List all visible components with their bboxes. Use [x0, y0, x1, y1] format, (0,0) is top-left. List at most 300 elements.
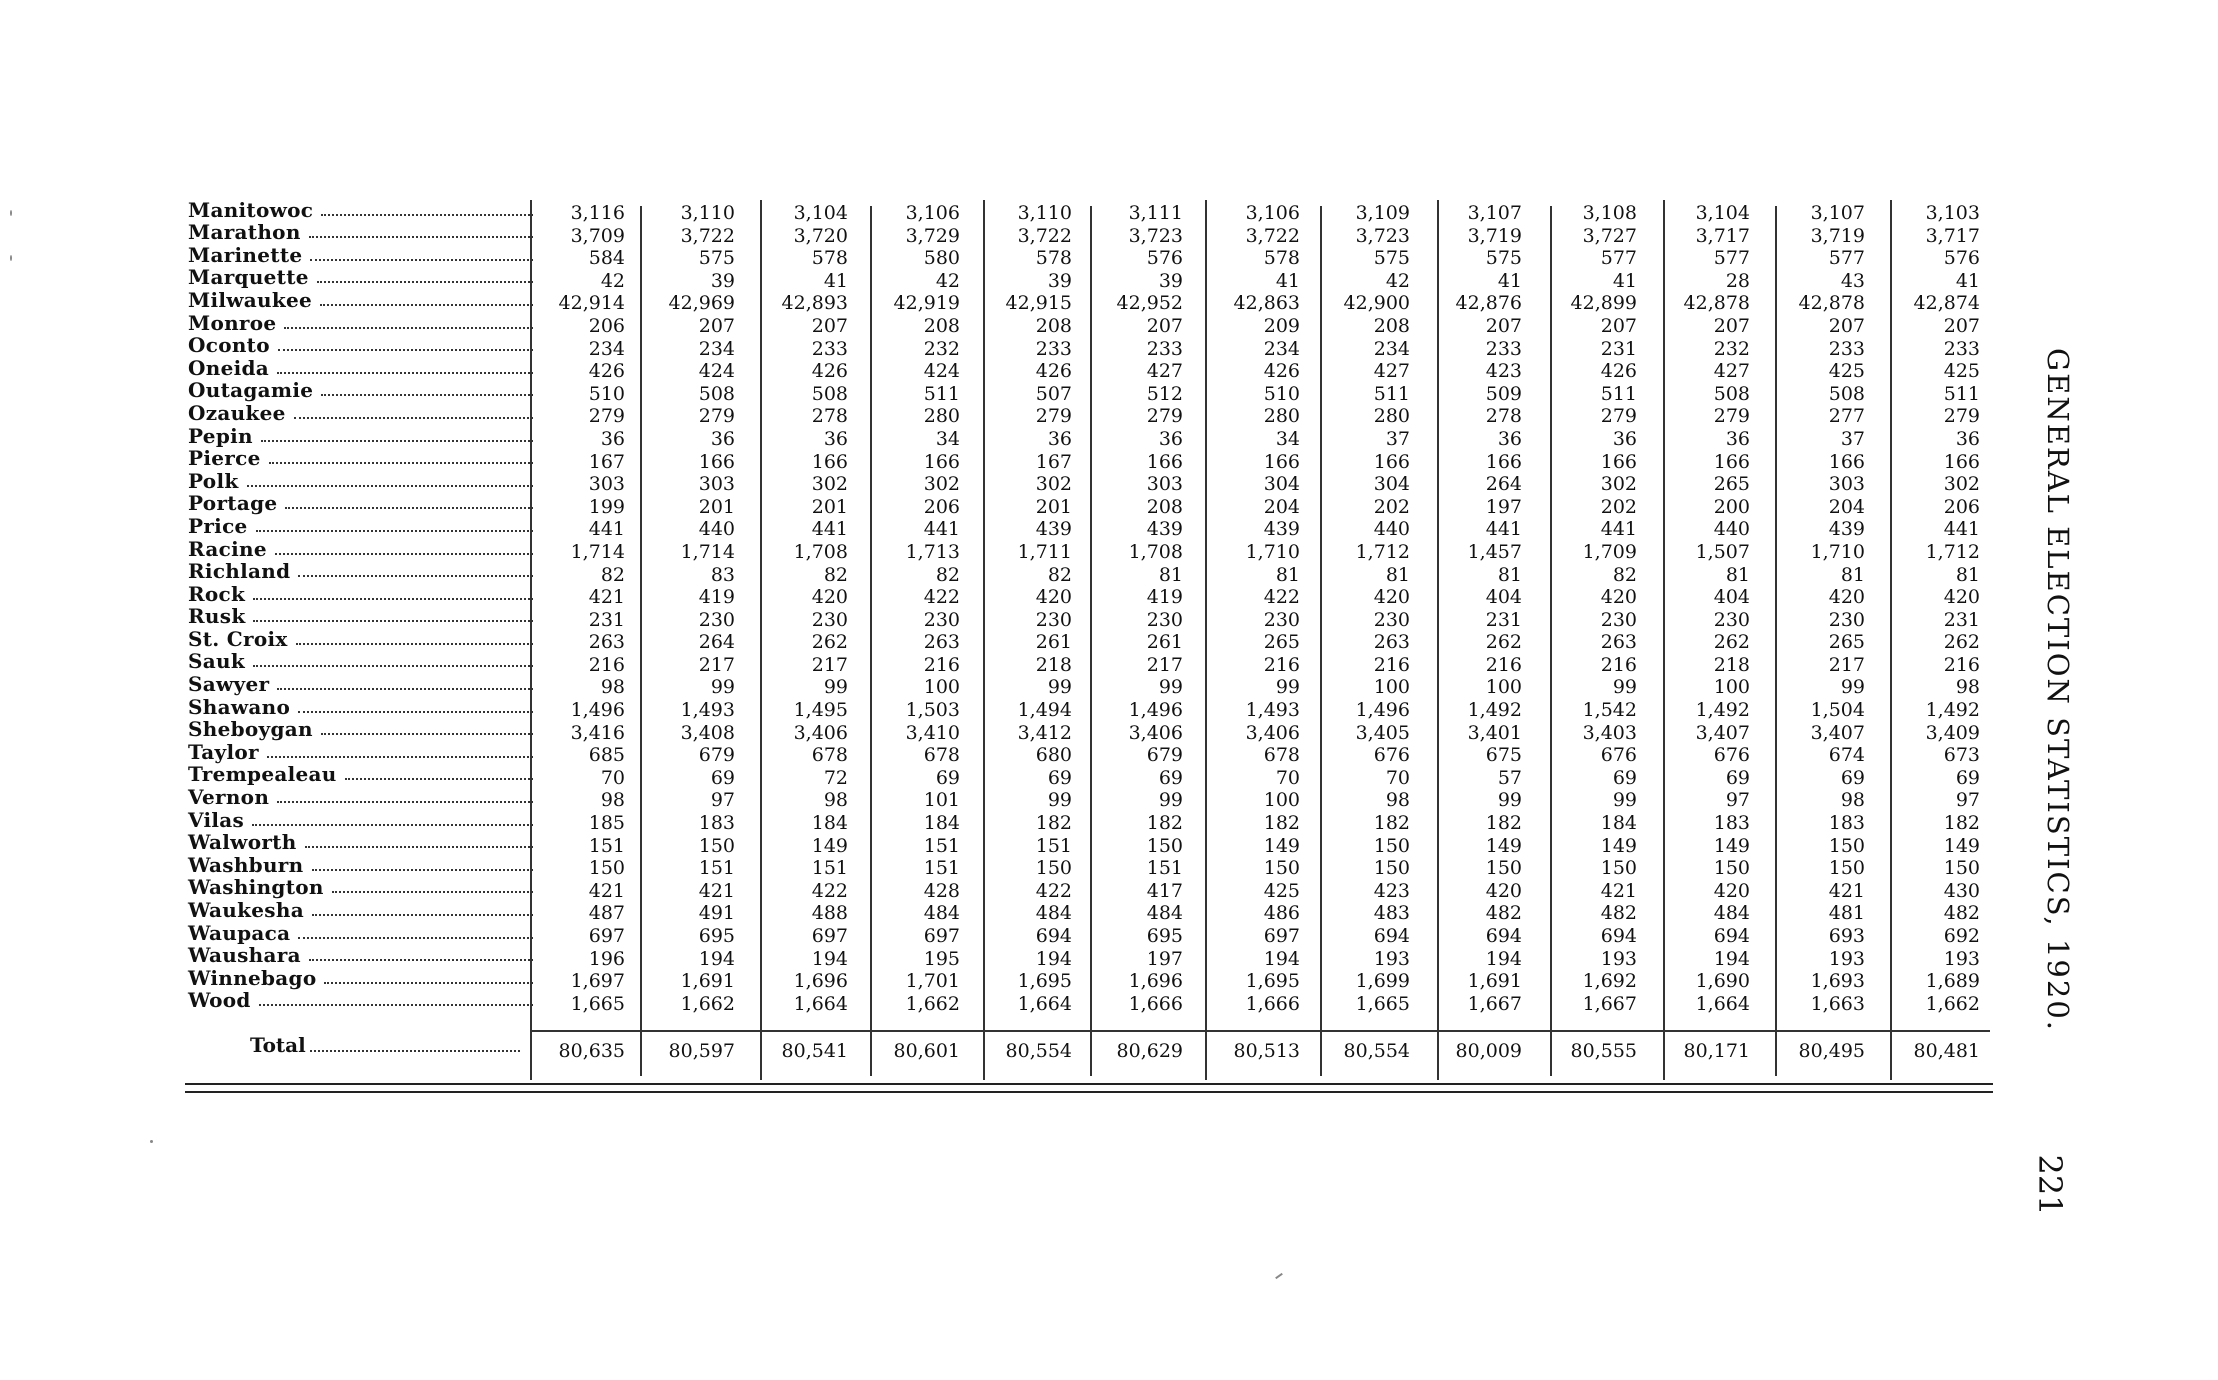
vote-cell: 693: [1828, 925, 1865, 947]
vote-cell: 97: [710, 789, 735, 812]
county-name: Milwaukee: [188, 287, 313, 312]
leader-dots: [317, 261, 533, 283]
vote-cell: 426: [588, 360, 625, 383]
vote-cell: 207: [811, 314, 848, 337]
vote-cell: 584: [588, 247, 625, 270]
vote-cell: 36: [1725, 427, 1750, 450]
vote-cell: 421: [588, 586, 625, 609]
vote-cell: 263: [1600, 631, 1637, 654]
vote-cell: 679: [698, 744, 735, 767]
vote-cell: 232: [1713, 337, 1750, 360]
county-name: Pierce: [188, 446, 261, 471]
county-name: Vilas: [188, 807, 245, 832]
vote-cell: 426: [1263, 360, 1300, 383]
vote-cell: 193: [1373, 947, 1410, 970]
vote-cell: 577: [1713, 247, 1750, 270]
vote-cell: 233: [1485, 337, 1522, 360]
vote-column: [1200, 202, 1300, 1015]
vote-cell: 484: [923, 902, 960, 925]
vote-cell: 99: [1612, 676, 1637, 699]
vote-cell: 98: [1955, 676, 1980, 699]
vote-cell: 1,665: [570, 992, 625, 1015]
vote-cell: 207: [1828, 314, 1865, 337]
county-name: Oneida: [188, 355, 270, 380]
column-total: 80,009: [1455, 1040, 1522, 1062]
leader-dots: [298, 555, 533, 577]
vote-cell: 42,969: [668, 292, 735, 315]
leader-dots: [277, 352, 533, 374]
vote-cell: 481: [1828, 902, 1865, 925]
column-divider: [983, 200, 985, 1080]
county-name: Outagamie: [188, 378, 314, 403]
vote-cell: 678: [923, 744, 960, 767]
vote-cell: 231: [588, 608, 625, 631]
vote-cell: 69: [1612, 766, 1637, 789]
vote-cell: 41: [823, 269, 848, 292]
vote-cell: 206: [1943, 495, 1980, 518]
vote-cell: 420: [1600, 586, 1637, 609]
vote-cell: 218: [1713, 653, 1750, 676]
county-name: Manitowoc: [188, 197, 314, 222]
vote-cell: 208: [1035, 314, 1072, 337]
column-divider: [1090, 206, 1092, 1076]
leader-dots: [309, 939, 533, 961]
vote-cell: 279: [1713, 405, 1750, 428]
vote-cell: 421: [588, 879, 625, 902]
vote-cell: 100: [1485, 676, 1522, 699]
vote-cell: 685: [588, 744, 625, 767]
vote-cell: 3,407: [1695, 721, 1750, 744]
vote-cell: 99: [1047, 676, 1072, 699]
vote-cell: 36: [1955, 427, 1980, 450]
vote-cell: 3,106: [905, 202, 960, 224]
county-name: Marathon: [188, 220, 301, 245]
leader-dots: [277, 781, 533, 803]
vote-cell: 82: [935, 563, 960, 586]
vote-cell: 279: [1943, 405, 1980, 428]
vote-cell: 261: [1035, 631, 1072, 654]
leader-dots: [275, 533, 533, 555]
vote-cell: 72: [823, 766, 848, 789]
vote-cell: 69: [935, 766, 960, 789]
vote-cell: 197: [1146, 947, 1183, 970]
vote-cell: 193: [1943, 947, 1980, 970]
leader-dots: [321, 713, 533, 735]
vote-cell: 99: [1158, 789, 1183, 812]
scan-speck: [10, 255, 12, 261]
vote-cell: 3,410: [905, 721, 960, 744]
county-name: Oconto: [188, 333, 270, 358]
vote-cell: 216: [923, 653, 960, 676]
vote-cell: 100: [1263, 789, 1300, 812]
vote-cell: 1,692: [1582, 970, 1637, 993]
vote-cell: 508: [811, 382, 848, 405]
vote-cell: 42: [1385, 269, 1410, 292]
county-name: Washington: [188, 875, 324, 900]
leader-dots: [256, 510, 533, 532]
vote-cell: 278: [811, 405, 848, 428]
vote-cell: 3,107: [1810, 202, 1865, 224]
vote-cell: 510: [1263, 382, 1300, 405]
vote-cell: 1,666: [1128, 992, 1183, 1015]
vote-cell: 420: [1713, 879, 1750, 902]
vote-cell: 439: [1263, 518, 1300, 541]
vote-cell: 42: [935, 269, 960, 292]
county-name: Taylor: [188, 739, 259, 764]
vote-cell: 233: [1828, 337, 1865, 360]
vote-cell: 3,106: [1245, 202, 1300, 224]
vote-cell: 676: [1713, 744, 1750, 767]
vote-cell: 302: [1600, 473, 1637, 496]
vote-cell: 3,110: [680, 202, 735, 224]
vote-cell: 206: [923, 495, 960, 518]
vote-cell: 1,662: [905, 992, 960, 1015]
vote-cell: 3,409: [1925, 721, 1980, 744]
leader-dots: [298, 691, 533, 713]
county-name: Rusk: [188, 604, 246, 629]
vote-cell: 182: [1485, 812, 1522, 835]
vote-cell: 217: [811, 653, 848, 676]
vote-cell: 509: [1485, 382, 1522, 405]
vote-cell: 422: [923, 586, 960, 609]
vote-cell: 424: [923, 360, 960, 383]
vote-cell: 42,876: [1455, 292, 1522, 315]
vote-cell: 3,416: [570, 721, 625, 744]
vote-cell: 487: [588, 902, 625, 925]
vote-cell: 512: [1146, 382, 1183, 405]
vote-column: [1880, 202, 1980, 1015]
vote-cell: 201: [1035, 495, 1072, 518]
vote-cell: 425: [1263, 879, 1300, 902]
vote-cell: 421: [1828, 879, 1865, 902]
vote-cell: 3,107: [1467, 202, 1522, 224]
column-divider: [760, 200, 762, 1080]
vote-cell: 427: [1146, 360, 1183, 383]
vote-cell: 100: [1373, 676, 1410, 699]
vote-cell: 1,714: [570, 540, 625, 563]
vote-cell: 42,914: [558, 292, 625, 315]
vote-cell: 263: [588, 631, 625, 654]
vote-cell: 3,407: [1810, 721, 1865, 744]
vote-cell: 441: [923, 518, 960, 541]
vote-cell: 441: [1943, 518, 1980, 541]
vote-cell: 277: [1828, 405, 1865, 428]
vote-cell: 99: [823, 676, 848, 699]
vote-cell: 150: [1373, 857, 1410, 880]
vote-cell: 151: [811, 857, 848, 880]
vote-cell: 34: [1275, 427, 1300, 450]
vote-cell: 166: [1146, 450, 1183, 473]
vote-cell: 1,695: [1017, 970, 1072, 993]
column-total: 80,513: [1233, 1040, 1300, 1062]
column-divider: [530, 200, 532, 1080]
column-total: 80,495: [1798, 1040, 1865, 1062]
double-rule-top: [185, 1083, 1993, 1085]
vote-column: [860, 202, 960, 1015]
vote-cell: 82: [1612, 563, 1637, 586]
vote-cell: 182: [1373, 812, 1410, 835]
vote-cell: 262: [1943, 631, 1980, 654]
leader-dots: [247, 465, 534, 487]
vote-cell: 83: [710, 563, 735, 586]
vote-cell: 484: [1035, 902, 1072, 925]
vote-cell: 166: [1828, 450, 1865, 473]
vote-cell: 422: [811, 879, 848, 902]
vote-cell: 218: [1035, 653, 1072, 676]
vote-cell: 207: [1146, 314, 1183, 337]
vote-cell: 37: [1840, 427, 1865, 450]
vote-cell: 1,712: [1355, 540, 1410, 563]
vote-cell: 150: [1713, 857, 1750, 880]
vote-cell: 576: [1943, 247, 1980, 270]
vote-cell: 417: [1146, 879, 1183, 902]
vote-cell: 423: [1373, 879, 1410, 902]
vote-cell: 303: [698, 473, 735, 496]
leader-dots: [324, 962, 533, 984]
vote-cell: 263: [1373, 631, 1410, 654]
vote-cell: 1,542: [1582, 699, 1637, 722]
vote-cell: 3,108: [1582, 202, 1637, 224]
vote-cell: 184: [811, 812, 848, 835]
vote-cell: 231: [1600, 337, 1637, 360]
vote-cell: 279: [1035, 405, 1072, 428]
vote-cell: 81: [1158, 563, 1183, 586]
vote-column: [972, 202, 1072, 1015]
vote-cell: 262: [811, 631, 848, 654]
vote-cell: 208: [923, 314, 960, 337]
vote-cell: 1,457: [1467, 540, 1522, 563]
vote-cell: 207: [698, 314, 735, 337]
vote-cell: 278: [1485, 405, 1522, 428]
vote-cell: 149: [1485, 834, 1522, 857]
vote-cell: 70: [1275, 766, 1300, 789]
column-divider: [1890, 200, 1892, 1080]
vote-cell: 150: [698, 834, 735, 857]
vote-cell: 234: [1263, 337, 1300, 360]
vote-cell: 42,878: [1798, 292, 1865, 315]
vote-cell: 36: [1158, 427, 1183, 450]
vote-cell: 3,401: [1467, 721, 1522, 744]
county-name: Ozaukee: [188, 400, 286, 425]
vote-cell: 420: [1943, 586, 1980, 609]
vote-cell: 69: [1047, 766, 1072, 789]
vote-cell: 151: [1035, 834, 1072, 857]
vote-cell: 43: [1840, 269, 1865, 292]
vote-cell: 36: [1612, 427, 1637, 450]
vote-cell: 1,492: [1925, 699, 1980, 722]
vote-cell: 508: [1713, 382, 1750, 405]
vote-cell: 3,408: [680, 721, 735, 744]
vote-cell: 167: [588, 450, 625, 473]
vote-cell: 508: [698, 382, 735, 405]
vote-cell: 420: [811, 586, 848, 609]
county-name: Rock: [188, 581, 246, 606]
vote-cell: 208: [1146, 495, 1183, 518]
county-name: Marquette: [188, 265, 309, 290]
vote-cell: 1,711: [1017, 540, 1072, 563]
column-total: 80,629: [1116, 1040, 1183, 1062]
vote-cell: 425: [1943, 360, 1980, 383]
leader-dots: [332, 871, 533, 893]
vote-cell: 34: [935, 427, 960, 450]
column-total: 80,481: [1913, 1040, 1980, 1062]
leader-dots: [294, 397, 533, 419]
vote-cell: 265: [1263, 631, 1300, 654]
leader-dots: [321, 194, 533, 216]
leader-dots: [253, 600, 533, 622]
vote-cell: 3,103: [1925, 202, 1980, 224]
vote-cell: 216: [1485, 653, 1522, 676]
vote-cell: 1,495: [793, 699, 848, 722]
vote-cell: 1,714: [680, 540, 735, 563]
vote-cell: 262: [1713, 631, 1750, 654]
vote-cell: 678: [811, 744, 848, 767]
vote-cell: 97: [1955, 789, 1980, 812]
vote-cell: 231: [1485, 608, 1522, 631]
vote-cell: 97: [1725, 789, 1750, 812]
vote-cell: 230: [1263, 608, 1300, 631]
vote-cell: 440: [1713, 518, 1750, 541]
leader-dots: [252, 804, 533, 826]
vote-cell: 3,412: [1017, 721, 1072, 744]
vote-cell: 484: [1146, 902, 1183, 925]
vote-cell: 575: [1485, 247, 1522, 270]
vote-cell: 149: [1263, 834, 1300, 857]
vote-cell: 3,722: [1017, 224, 1072, 247]
vote-cell: 3,719: [1467, 224, 1522, 247]
vote-cell: 230: [1373, 608, 1410, 631]
vote-cell: 233: [1146, 337, 1183, 360]
vote-cell: 423: [1485, 360, 1522, 383]
vote-cell: 420: [1485, 879, 1522, 902]
vote-cell: 182: [1263, 812, 1300, 835]
vote-cell: 676: [1373, 744, 1410, 767]
double-rule-bottom: [185, 1091, 1993, 1093]
vote-cell: 101: [923, 789, 960, 812]
vote-cell: 1,503: [905, 699, 960, 722]
vote-cell: 42: [600, 269, 625, 292]
scan-speck: [1275, 1273, 1283, 1279]
vote-cell: 1,691: [1467, 970, 1522, 993]
vote-cell: 3,406: [793, 721, 848, 744]
vote-cell: 183: [698, 812, 735, 835]
column-total: 80,554: [1343, 1040, 1410, 1062]
vote-cell: 185: [588, 812, 625, 835]
vote-cell: 183: [1713, 812, 1750, 835]
vote-cell: 420: [1373, 586, 1410, 609]
vote-cell: 42,863: [1233, 292, 1300, 315]
vote-cell: 694: [1600, 925, 1637, 947]
vote-cell: 3,111: [1128, 202, 1183, 224]
vote-cell: 193: [1600, 947, 1637, 970]
vote-cell: 1,665: [1355, 992, 1410, 1015]
vote-cell: 166: [1713, 450, 1750, 473]
vote-cell: 420: [1828, 586, 1865, 609]
vote-cell: 166: [1943, 450, 1980, 473]
vote-cell: 150: [1600, 857, 1637, 880]
total-label: Total: [250, 1033, 306, 1057]
county-name: Trempealeau: [188, 762, 337, 787]
vote-cell: 150: [1373, 834, 1410, 857]
vote-cell: 1,664: [1017, 992, 1072, 1015]
vote-cell: 578: [1263, 247, 1300, 270]
vote-cell: 279: [1146, 405, 1183, 428]
vote-cell: 41: [1275, 269, 1300, 292]
vote-cell: 151: [923, 857, 960, 880]
vote-cell: 422: [1035, 879, 1072, 902]
county-name: Marinette: [188, 242, 303, 267]
vote-cell: 3,406: [1245, 721, 1300, 744]
vote-cell: 202: [1600, 495, 1637, 518]
leader-dots: [310, 239, 533, 261]
vote-cell: 695: [1146, 925, 1183, 947]
vote-cell: 1,662: [1925, 992, 1980, 1015]
vote-cell: 217: [1146, 653, 1183, 676]
leader-dots: [284, 307, 533, 329]
vote-cell: 3,722: [680, 224, 735, 247]
vote-cell: 98: [600, 676, 625, 699]
vote-cell: 234: [1373, 337, 1410, 360]
column-total: 80,554: [1005, 1040, 1072, 1062]
leader-dots: [269, 442, 533, 464]
vote-cell: 149: [1600, 834, 1637, 857]
vote-cell: 1,710: [1810, 540, 1865, 563]
vote-cell: 508: [1828, 382, 1865, 405]
vote-cell: 674: [1828, 744, 1865, 767]
vote-cell: 216: [1263, 653, 1300, 676]
vote-cell: 697: [588, 925, 625, 947]
vote-cell: 194: [811, 947, 848, 970]
vote-cell: 82: [823, 563, 848, 586]
vote-cell: 440: [698, 518, 735, 541]
vote-cell: 3,722: [1245, 224, 1300, 247]
vote-cell: 697: [1263, 925, 1300, 947]
vote-cell: 151: [1146, 857, 1183, 880]
vote-cell: 81: [1385, 563, 1410, 586]
vote-cell: 166: [1485, 450, 1522, 473]
vote-cell: 3,723: [1128, 224, 1183, 247]
vote-cell: 149: [1943, 834, 1980, 857]
vote-cell: 441: [1485, 518, 1522, 541]
column-total: 80,601: [893, 1040, 960, 1062]
leader-dots: [259, 984, 533, 1006]
vote-cell: 3,720: [793, 224, 848, 247]
vote-cell: 36: [600, 427, 625, 450]
leader-dots: [321, 374, 533, 396]
vote-cell: 36: [710, 427, 735, 450]
vote-cell: 197: [1485, 495, 1522, 518]
leader-dots: [312, 849, 534, 871]
vote-cell: 230: [923, 608, 960, 631]
vote-cell: 230: [1600, 608, 1637, 631]
leader-dots: [296, 623, 533, 645]
vote-cell: 230: [1146, 608, 1183, 631]
vote-cell: 1,696: [793, 970, 848, 993]
column-divider: [1663, 200, 1665, 1080]
vote-cell: 3,104: [1695, 202, 1750, 224]
vote-column: [748, 202, 848, 1015]
vote-cell: 482: [1485, 902, 1522, 925]
vote-cell: 488: [811, 902, 848, 925]
vote-cell: 182: [1035, 812, 1072, 835]
leader-dots: [320, 284, 533, 306]
vote-cell: 207: [1943, 314, 1980, 337]
vote-cell: 217: [698, 653, 735, 676]
vote-cell: 1,713: [905, 540, 960, 563]
vote-cell: 42,878: [1683, 292, 1750, 315]
vote-cell: 279: [698, 405, 735, 428]
vote-cell: 428: [923, 879, 960, 902]
